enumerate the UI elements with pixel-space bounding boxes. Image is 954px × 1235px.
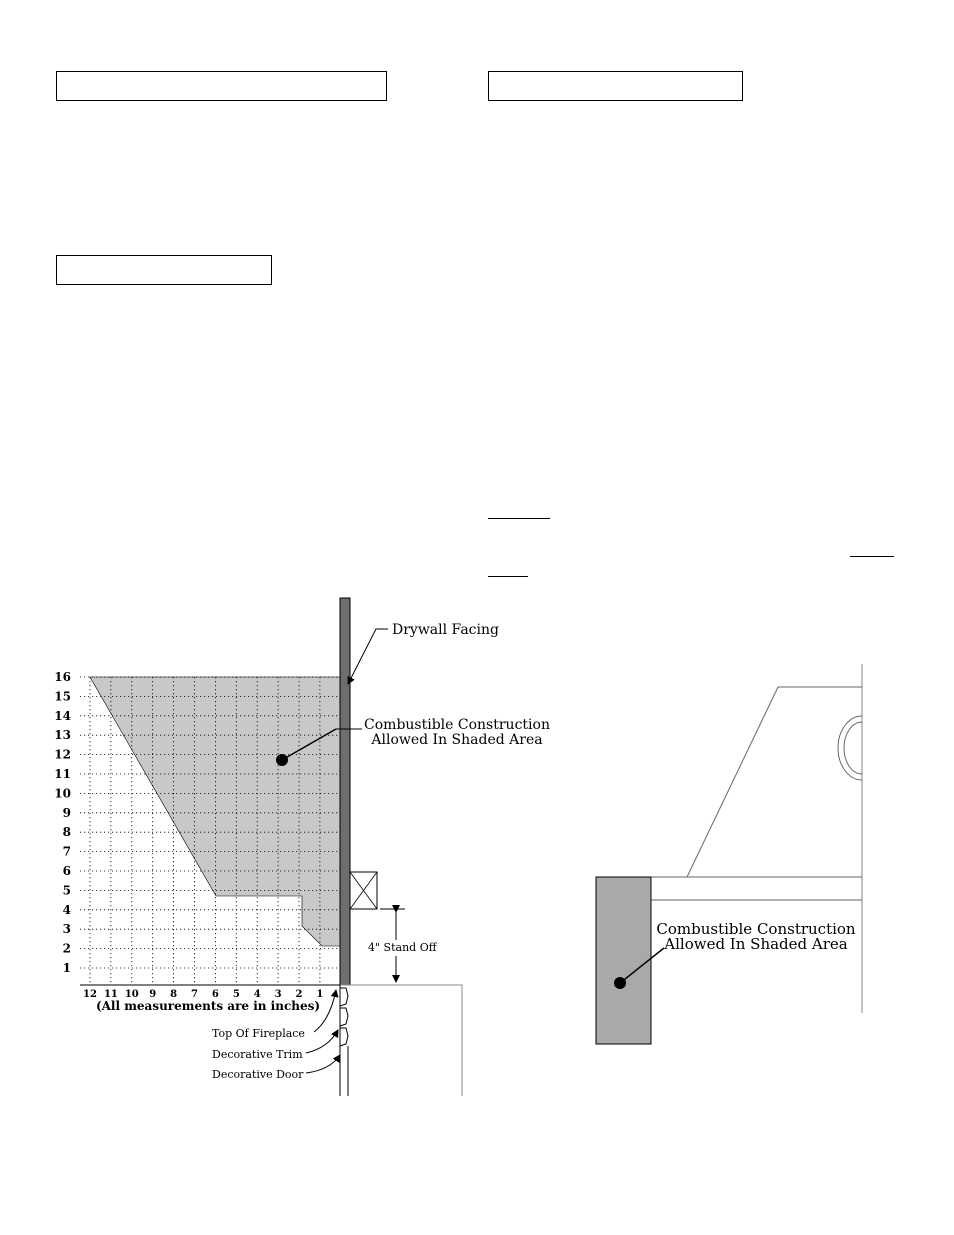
row-tick-label: 13 [54, 728, 71, 743]
row-tick-label: 3 [62, 922, 71, 937]
left-clearance-diagram [54, 598, 550, 1096]
shaded-allowed-area-right [596, 877, 651, 1044]
fireplace-top-outline [340, 985, 462, 1096]
column-tick-label: 12 [83, 989, 97, 1000]
decorative-door-label: Decorative Door [212, 1068, 304, 1081]
combustible-label-line1: Combustible Construction [364, 717, 550, 733]
right-clearance-diagram [596, 664, 862, 1044]
column-tick-label: 1 [316, 989, 324, 1000]
column-tick-label: 4 [253, 989, 261, 1000]
row-tick-label: 16 [54, 670, 71, 684]
decorative-trim-label: Decorative Trim [212, 1048, 303, 1061]
right-combustible-label-line2: Allowed In Shaded Area [664, 935, 848, 953]
right-combustible-marker [614, 977, 626, 989]
right-combustible-label-line1: Combustible Construction [656, 920, 856, 938]
row-tick-label: 6 [62, 864, 71, 878]
combustible-label-line2: Allowed In Shaded Area [371, 732, 543, 748]
column-tick-label: 10 [124, 989, 139, 1000]
column-tick-label: 8 [170, 989, 178, 1000]
row-tick-label: 12 [54, 747, 71, 762]
column-tick-label: 6 [211, 989, 219, 1000]
column-tick-label: 5 [232, 989, 240, 1000]
row-tick-labels [54, 670, 71, 975]
row-tick-label: 5 [62, 883, 71, 898]
drywall-facing-wall [340, 598, 350, 985]
column-tick-label: 3 [274, 989, 282, 1000]
row-tick-label: 9 [62, 805, 71, 820]
flue-inner-arc [844, 722, 862, 774]
standoff-label: 4" Stand Off [368, 941, 437, 954]
flue-outer-arc [838, 716, 862, 780]
combustible-marker-dot [276, 754, 288, 766]
column-tick-label: 2 [295, 989, 303, 1000]
standoff-block [350, 872, 377, 909]
row-tick-label: 4 [62, 902, 71, 917]
decorative-trim-profile [340, 988, 348, 1046]
row-tick-label: 7 [62, 844, 71, 859]
row-tick-label: 15 [54, 689, 71, 704]
hood-outline [687, 687, 862, 877]
units-note: (All measurements are in inches) [95, 999, 321, 1013]
column-tick-label: 9 [149, 989, 157, 1000]
decorative-door-leader [306, 1055, 340, 1073]
row-tick-label: 14 [54, 708, 71, 723]
row-tick-label: 11 [54, 767, 71, 781]
top-of-fireplace-label: Top Of Fireplace [212, 1027, 305, 1040]
row-tick-label: 1 [62, 961, 71, 975]
decorative-trim-leader [306, 1030, 338, 1053]
column-tick-label: 11 [103, 989, 118, 1000]
row-tick-label: 10 [54, 786, 71, 801]
drywall-facing-label: Drywall Facing [392, 622, 499, 638]
row-tick-label: 8 [62, 825, 71, 840]
drywall-leader-line [348, 629, 388, 684]
column-tick-label: 7 [191, 989, 198, 1000]
row-tick-label: 2 [62, 941, 71, 956]
